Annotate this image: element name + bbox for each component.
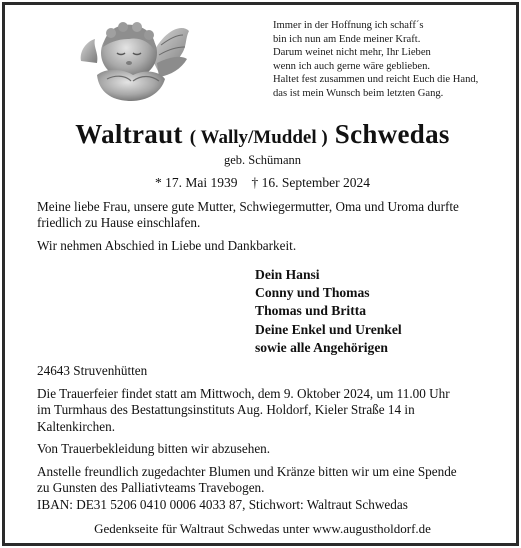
deceased-name bbox=[5, 118, 520, 154]
poem bbox=[273, 19, 508, 101]
life-dates bbox=[5, 174, 520, 191]
first-name: Waltraut bbox=[75, 119, 183, 149]
poem-line: wenn ich auch gerne wäre geblieben. bbox=[273, 60, 431, 72]
mourner: Conny und Thomas bbox=[255, 285, 370, 301]
funeral-line: Kaltenkirchen. bbox=[37, 418, 115, 434]
poem-line: Darum weinet nicht mehr, Ihr Lieben bbox=[273, 47, 431, 59]
funeral-line: im Turmhaus des Bestattungsinstituts Aug. Holdorf, Kieler Straße 14 in bbox=[37, 402, 415, 418]
poem-line: Immer in der Hoffnung ich schaff´s bbox=[273, 20, 424, 31]
attire-note: Von Trauerbekleidung bitten wir abzusehen. bbox=[37, 441, 271, 456]
mourners-list bbox=[255, 266, 495, 357]
poem-line: das ist mein Wunsch beim letzten Gang. bbox=[273, 87, 444, 99]
birth-name: geb. Schümann bbox=[223, 153, 302, 167]
poem-line: bin ich nun am Ende meiner Kraft. bbox=[273, 33, 421, 45]
birth-date: * 17. Mai 1939 bbox=[155, 175, 238, 190]
obituary-frame bbox=[2, 2, 519, 546]
memorial-page-link[interactable]: Gedenkseite für Waltraut Schwedas unter www.augustholdorf.de bbox=[94, 521, 431, 536]
donation-info bbox=[37, 464, 507, 513]
farewell-text: Wir nehmen Abschied in Liebe und Dankbarkeit. bbox=[37, 238, 297, 253]
mourner: Deine Enkel und Urenkel bbox=[255, 321, 402, 337]
poem-line: Haltet fest zusammen und reicht Euch die Hand, bbox=[273, 74, 479, 86]
intro-line: friedlich zu Hause einschlafen. bbox=[37, 215, 201, 231]
location: 24643 Struvenhütten bbox=[37, 363, 148, 378]
mourner: Dein Hansi bbox=[255, 267, 320, 282]
death-date: † 16. September 2024 bbox=[251, 175, 370, 190]
iban-line: IBAN: DE31 5206 0410 0006 4033 87, Stichwort: Waltraut Schwedas bbox=[37, 496, 408, 512]
last-name: Schwedas bbox=[334, 119, 450, 149]
mourner: sowie alle Angehörigen bbox=[255, 339, 388, 355]
donation-line: zu Gunsten des Palliativteams Travebogen. bbox=[37, 480, 265, 496]
cherub-angel-icon bbox=[73, 17, 193, 103]
funeral-info bbox=[37, 386, 507, 435]
intro-line: Meine liebe Frau, unsere gute Mutter, Schwiegermutter, Oma und Uroma durfte bbox=[37, 199, 459, 214]
intro-text bbox=[37, 199, 507, 232]
funeral-line: Die Trauerfeier findet statt am Mittwoch, dem 9. Oktober 2024, um 11.00 Uhr bbox=[37, 386, 450, 401]
donation-line: Anstelle freundlich zugedachter Blumen und Kränze bitten wir um eine Spende bbox=[37, 464, 457, 479]
nickname: ( Wally/Muddel ) bbox=[189, 127, 328, 148]
mourner: Thomas und Britta bbox=[255, 303, 367, 319]
